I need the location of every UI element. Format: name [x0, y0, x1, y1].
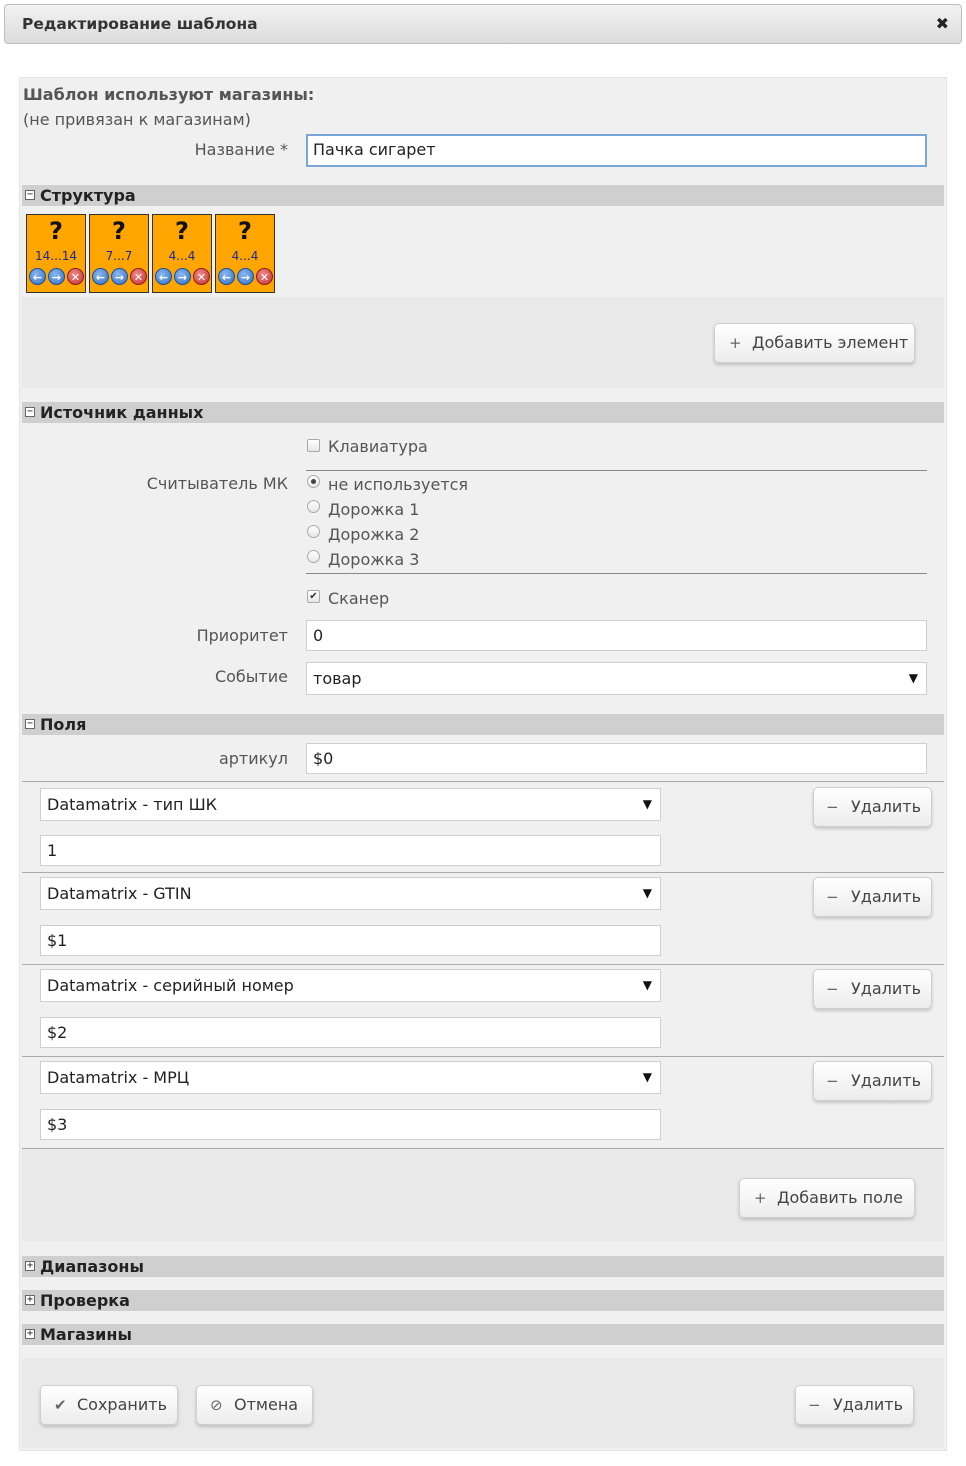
radio-label: Дорожка 3	[328, 550, 420, 569]
move-left-icon[interactable]: ←	[29, 268, 46, 285]
radio-label: Дорожка 2	[328, 525, 420, 544]
field-type-select[interactable]: Datamatrix - серийный номер ▼	[40, 969, 661, 1002]
section-ranges-header[interactable]	[22, 1256, 944, 1277]
section-data-source-header[interactable]	[22, 402, 944, 423]
move-right-icon[interactable]: →	[48, 268, 65, 285]
name-label: Название *	[194, 140, 288, 159]
delete-element-icon[interactable]: ✕	[193, 268, 210, 285]
card-reader-radio[interactable]	[307, 500, 320, 513]
tile-range: 4...4	[231, 249, 259, 263]
dialog-title: Редактирование шаблона	[22, 15, 258, 33]
field-value-input[interactable]: $1	[40, 925, 661, 956]
structure-element-tile[interactable]	[215, 214, 275, 293]
dialog-titlebar	[4, 4, 962, 44]
save-button[interactable]: ✔ Сохранить	[40, 1385, 178, 1425]
section-title: Структура	[40, 186, 136, 205]
plus-icon: +	[729, 334, 742, 352]
field-type-select[interactable]: Datamatrix - тип ШК ▼	[40, 788, 661, 821]
divider	[306, 470, 927, 471]
minus-icon: −	[826, 1072, 839, 1090]
field-type-select[interactable]: Datamatrix - GTIN ▼	[40, 877, 661, 910]
delete-element-icon[interactable]: ✕	[67, 268, 84, 285]
unknown-symbol: ?	[175, 217, 189, 245]
card-reader-radio[interactable]	[307, 550, 320, 563]
section-title: Проверка	[40, 1291, 130, 1310]
add-field-button[interactable]: + Добавить поле	[739, 1178, 915, 1218]
priority-label: Приоритет	[196, 626, 288, 645]
expand-icon[interactable]: +	[26, 1294, 34, 1305]
delete-element-icon[interactable]: ✕	[130, 268, 147, 285]
cancel-button[interactable]: ⊘ Отмена	[196, 1385, 313, 1425]
article-label: артикул	[218, 749, 288, 768]
move-left-icon[interactable]: ←	[92, 268, 109, 285]
delete-element-icon[interactable]: ✕	[256, 268, 273, 285]
section-title: Поля	[40, 715, 87, 734]
event-label: Событие	[214, 667, 288, 686]
unknown-symbol: ?	[238, 217, 252, 245]
section-title: Диапазоны	[40, 1257, 144, 1276]
divider	[22, 1056, 944, 1057]
shops-value: (не привязан к магазинам)	[23, 110, 251, 129]
cancel-icon: ⊘	[210, 1396, 223, 1414]
section-title: Источник данных	[40, 403, 204, 422]
delete-field-button[interactable]: − Удалить	[813, 877, 932, 917]
collapse-icon[interactable]: −	[26, 406, 34, 417]
structure-element-tile[interactable]	[152, 214, 212, 293]
radio-label: не используется	[328, 475, 469, 494]
expand-icon[interactable]: +	[26, 1328, 34, 1339]
divider	[22, 781, 944, 782]
divider	[22, 872, 944, 873]
template-editor-form	[19, 77, 947, 1451]
minus-icon: −	[826, 980, 839, 998]
field-type-select[interactable]: Datamatrix - МРЦ ▼	[40, 1061, 661, 1094]
delete-template-button[interactable]: − Удалить	[795, 1385, 914, 1425]
move-right-icon[interactable]: →	[237, 268, 254, 285]
move-left-icon[interactable]: ←	[218, 268, 235, 285]
add-element-button[interactable]: + Добавить элемент	[714, 323, 915, 363]
unknown-symbol: ?	[112, 217, 126, 245]
card-reader-radio[interactable]	[307, 525, 320, 538]
field-value-input[interactable]: 1	[40, 835, 661, 866]
name-input[interactable]: Пачка сигарет	[306, 134, 927, 167]
divider	[306, 573, 927, 574]
section-title: Магазины	[40, 1325, 132, 1344]
section-structure-header[interactable]	[22, 185, 944, 206]
event-select[interactable]: товар ▼	[306, 662, 927, 695]
unknown-symbol: ?	[49, 217, 63, 245]
card-reader-label: Считыватель МК	[146, 474, 288, 493]
tile-range: 14...14	[35, 249, 77, 263]
tile-range: 7...7	[105, 249, 133, 263]
minus-icon: −	[826, 798, 839, 816]
card-reader-radio[interactable]	[307, 475, 320, 488]
article-input[interactable]: $0	[306, 743, 927, 774]
keyboard-label: Клавиатура	[328, 437, 428, 456]
close-icon[interactable]: ✖	[935, 14, 949, 33]
radio-label: Дорожка 1	[328, 500, 420, 519]
scanner-checkbox[interactable]: ✔	[307, 590, 320, 603]
section-check-header[interactable]	[22, 1290, 944, 1311]
section-fields-header[interactable]	[22, 714, 944, 735]
keyboard-checkbox[interactable]	[307, 439, 320, 452]
move-left-icon[interactable]: ←	[155, 268, 172, 285]
expand-icon[interactable]: +	[26, 1260, 34, 1271]
plus-icon: +	[754, 1189, 767, 1207]
delete-field-button[interactable]: − Удалить	[813, 1061, 932, 1101]
collapse-icon[interactable]: −	[26, 189, 34, 200]
shops-heading: Шаблон используют магазины:	[23, 85, 315, 104]
field-value-input[interactable]: $2	[40, 1017, 661, 1048]
check-icon: ✔	[54, 1396, 67, 1414]
field-value-input[interactable]: $3	[40, 1109, 661, 1140]
minus-icon: −	[808, 1396, 821, 1414]
divider	[22, 964, 944, 965]
tile-range: 4...4	[168, 249, 196, 263]
structure-element-tile[interactable]	[89, 214, 149, 293]
move-right-icon[interactable]: →	[174, 268, 191, 285]
move-right-icon[interactable]: →	[111, 268, 128, 285]
delete-field-button[interactable]: − Удалить	[813, 787, 932, 827]
delete-field-button[interactable]: − Удалить	[813, 969, 932, 1009]
priority-input[interactable]: 0	[306, 620, 927, 651]
minus-icon: −	[826, 888, 839, 906]
structure-element-tile[interactable]	[26, 214, 86, 293]
collapse-icon[interactable]: −	[26, 718, 34, 729]
scanner-label: Сканер	[328, 589, 390, 608]
section-shops-header[interactable]	[22, 1324, 944, 1345]
